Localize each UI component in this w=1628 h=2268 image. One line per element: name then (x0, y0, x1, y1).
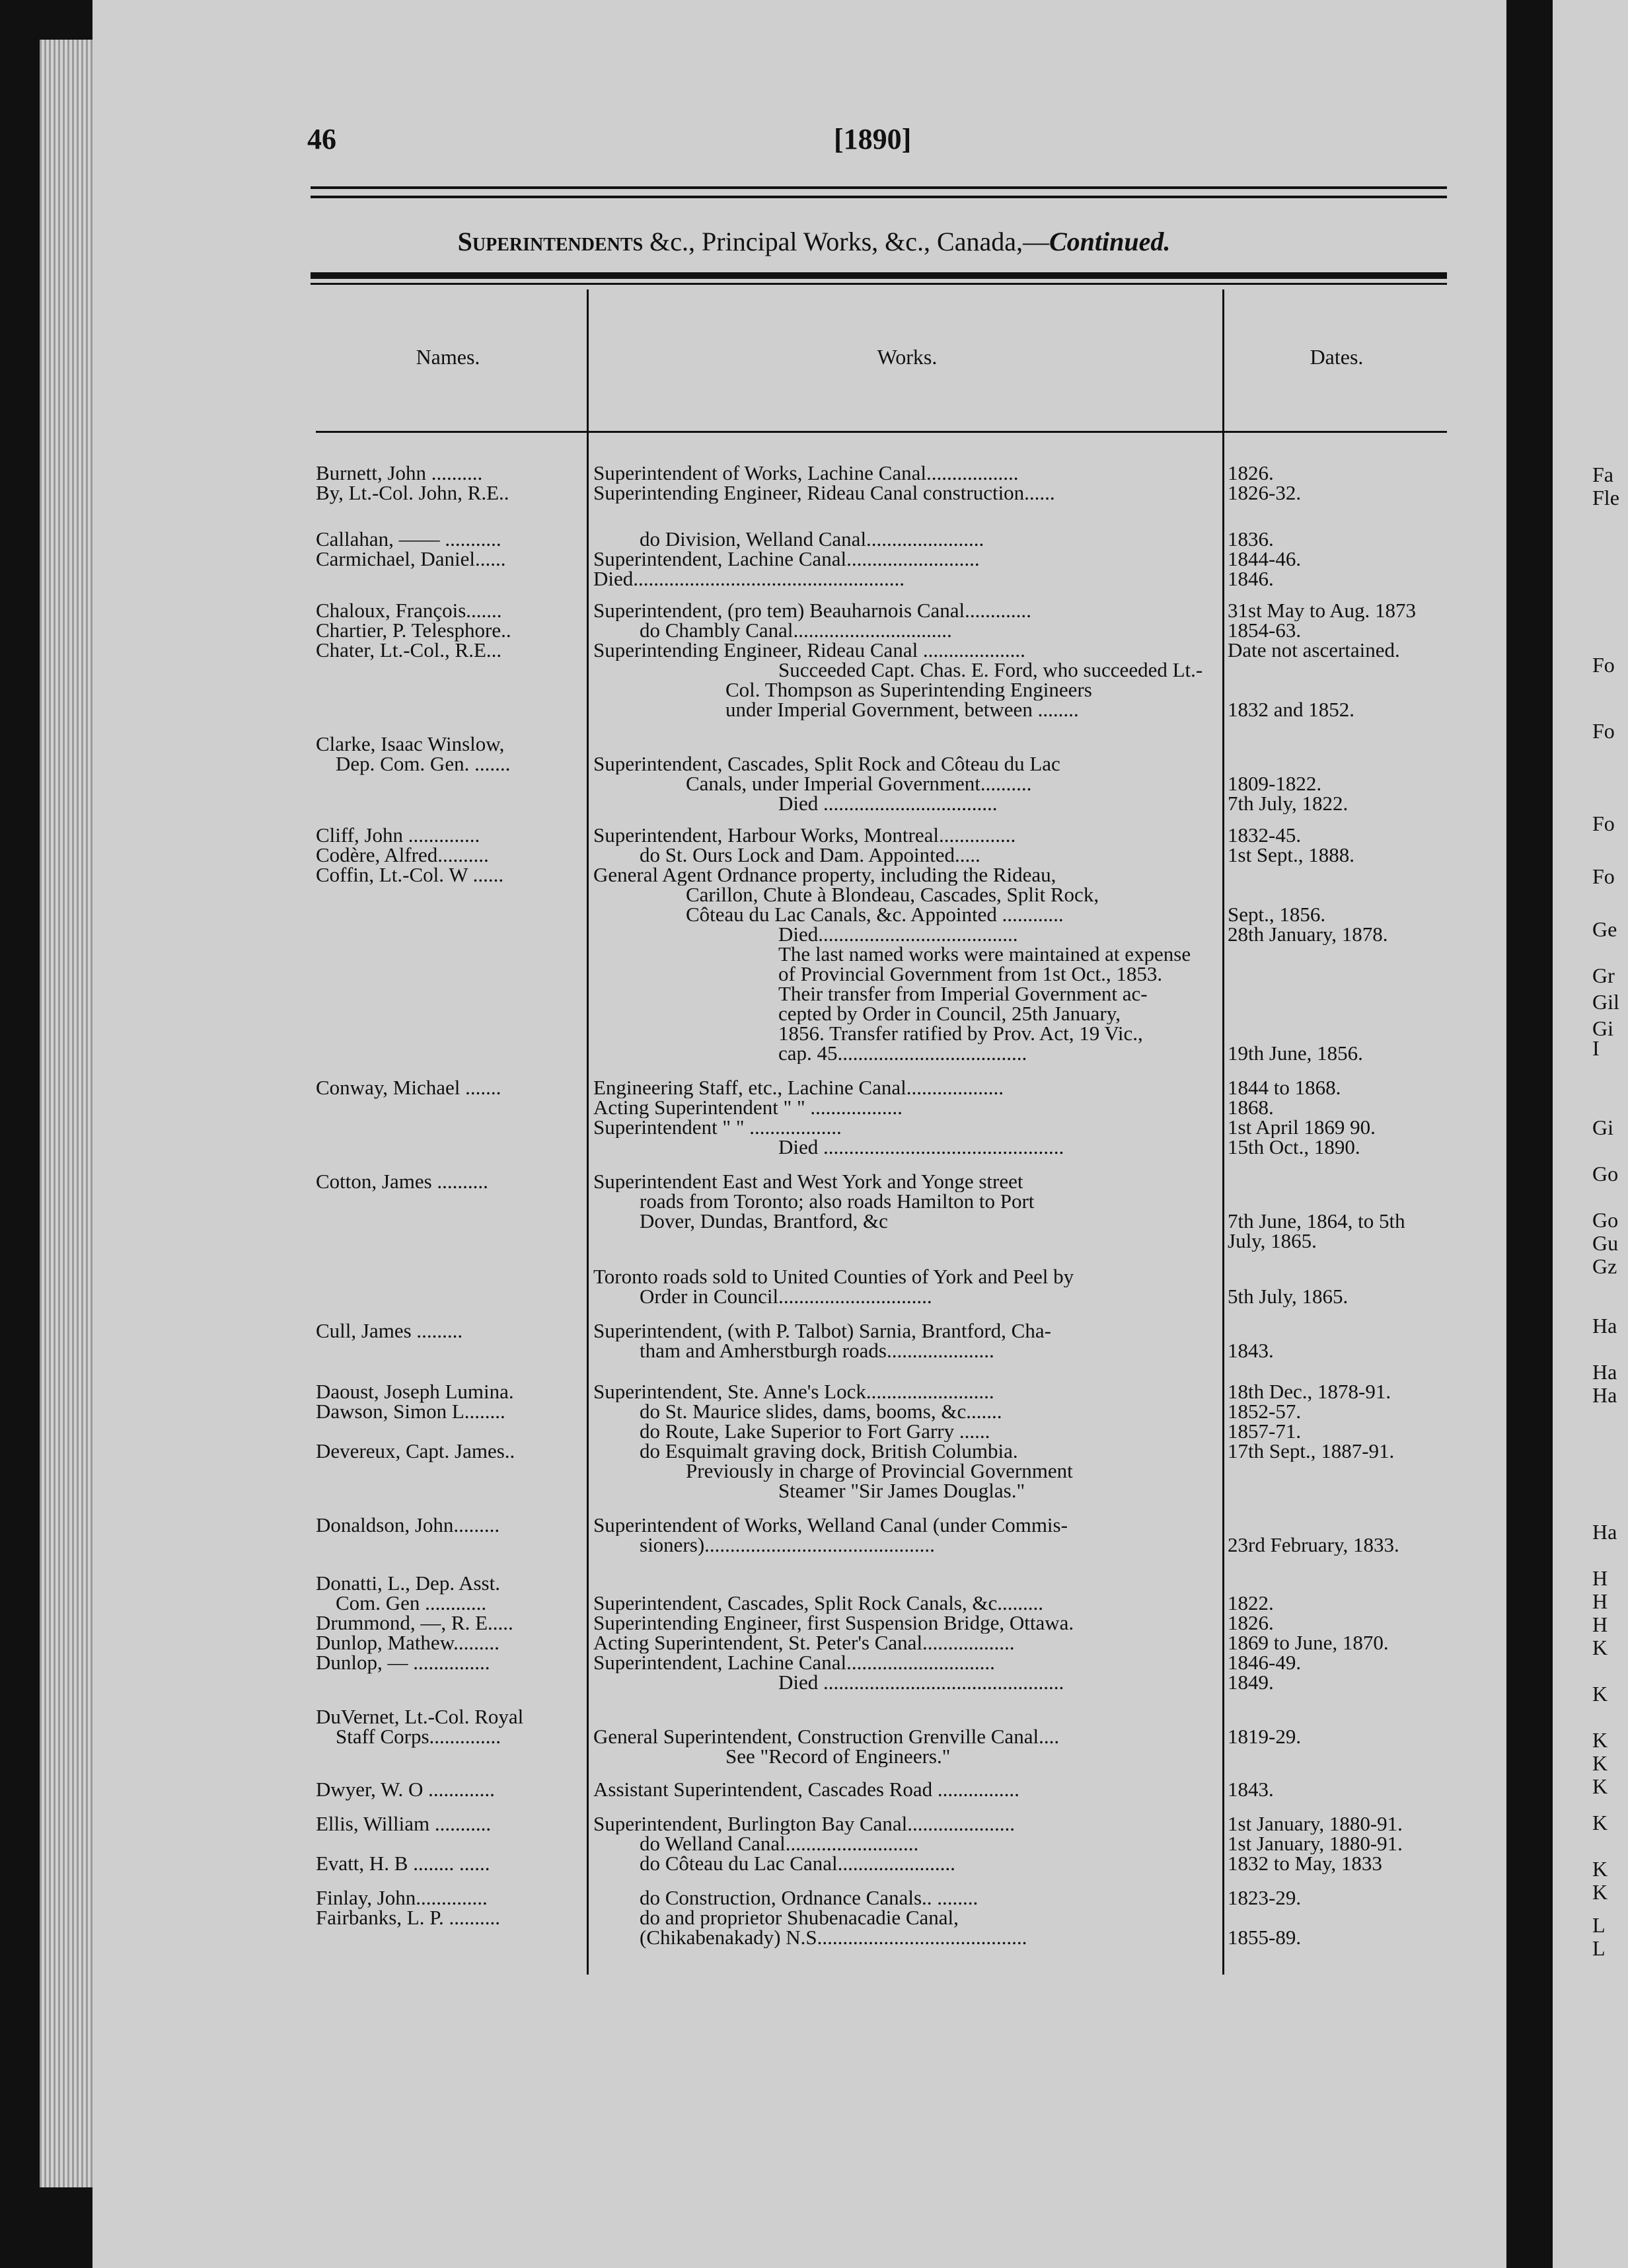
next-page-fragment: K (1592, 1811, 1608, 1834)
entry-work: do and proprietor Shubenacadie Canal, (640, 1907, 959, 1928)
running-title-start: Superintendents (457, 227, 644, 256)
next-page-fragment: Ge (1592, 917, 1617, 941)
entry-work: Côteau du Lac Canals, &c. Appointed ............ (686, 904, 1064, 925)
next-page-fragment: Go (1592, 1208, 1619, 1232)
next-page-fragment: H (1592, 1566, 1608, 1590)
entry-work: Col. Thompson as Superintending Engineers (725, 679, 1092, 700)
entry-date: 1832-45. (1228, 825, 1302, 846)
entry-work: Superintending Engineer, Rideau Canal .................... (593, 640, 1025, 661)
header-double-rule-bottom (311, 196, 1447, 198)
entry-work: do Welland Canal.......................... (640, 1833, 919, 1854)
entry-date: 1849. (1228, 1672, 1274, 1693)
entry-name: Cotton, James .......... (316, 1170, 488, 1193)
entry-work: Died....................................... (778, 924, 1018, 945)
entry-work: do Route, Lake Superior to Fort Garry ...... (640, 1421, 990, 1442)
entry-work: General Superintendent, Construction Grenville Canal.... (593, 1726, 1060, 1747)
entry-name: Cliff, John .............. (316, 823, 480, 847)
next-page-fragment: Gr (1592, 964, 1615, 987)
next-page-fragment: K (1592, 1857, 1608, 1881)
entry-date: 1844 to 1868. (1228, 1077, 1341, 1098)
entry-name: By, Lt.-Col. John, R.E.. (316, 481, 509, 504)
entry-work: Superintendent, Lachine Canal.......................... (593, 548, 980, 570)
entry-work: Superintendent, Burlington Bay Canal..................... (593, 1813, 1016, 1834)
entry-work: Superintendent, (pro tem) Beauharnois Canal............. (593, 600, 1031, 621)
entry-name: Coffin, Lt.-Col. W ...... (316, 863, 504, 886)
entry-work: Superintendent, Harbour Works, Montreal............... (593, 825, 1016, 846)
entry-work: Superintendent of Works, Lachine Canal.................. (593, 463, 1019, 484)
next-page-fragment: Gu (1592, 1231, 1619, 1255)
entry-date: 1826-32. (1228, 482, 1302, 504)
entry-date: 1823-29. (1228, 1887, 1302, 1909)
entry-date: 1844-46. (1228, 548, 1302, 570)
entry-work: do Construction, Ordnance Canals.. ........ (640, 1887, 979, 1909)
entry-work: do Chambly Canal............................... (640, 620, 952, 641)
entry-work: Carillon, Chute à Blondeau, Cascades, Split Rock, (686, 884, 1099, 905)
entry-date: 1822. (1228, 1593, 1274, 1614)
entry-work: of Provincial Government from 1st Oct., 1853. (778, 964, 1163, 985)
entry-name: Evatt, H. B ........ ...... (316, 1852, 490, 1875)
entry-name: Com. Gen ............ (336, 1591, 487, 1614)
next-page-fragment: K (1592, 1880, 1608, 1904)
header-double-rule-top (311, 186, 1447, 189)
next-page-fragment: K (1592, 1774, 1608, 1798)
entry-work: Acting Superintendent, St. Peter's Canal.................. (593, 1632, 1015, 1653)
entry-work: Superintendent, (with P. Talbot) Sarnia, Brantford, Cha- (593, 1320, 1051, 1342)
entry-work: Superintendent, Lachine Canal............................. (593, 1652, 995, 1673)
entry-name: Dunlop, — ............... (316, 1651, 490, 1674)
entry-date: 1857-71. (1228, 1421, 1302, 1442)
entry-work: Superintendent, Cascades, Split Rock and Côteau du Lac (593, 753, 1060, 775)
page-edge-stack (40, 40, 92, 2187)
next-page-fragment: Gi (1592, 1016, 1613, 1040)
next-page-strip (1553, 0, 1628, 2268)
entry-work: 1856. Transfer ratified by Prov. Act, 19 Vic., (778, 1023, 1143, 1044)
entry-date: 1832 to May, 1833 (1228, 1853, 1382, 1874)
entry-work: Died ............................................... (778, 1672, 1064, 1693)
column-divider-names-works (587, 289, 589, 1975)
next-page-fragment: K (1592, 1728, 1608, 1752)
entry-work: do Esquimalt graving dock, British Columbia. (640, 1441, 1018, 1462)
entry-work: do Côteau du Lac Canal....................... (640, 1853, 955, 1874)
entry-name: Donatti, L., Dep. Asst. (316, 1571, 500, 1595)
entry-work: do Division, Welland Canal....................... (640, 529, 984, 550)
entry-work: Acting Superintendent " " .................. (593, 1097, 903, 1118)
next-page-fragment: L (1592, 1936, 1606, 1960)
entry-name: Donaldson, John......... (316, 1513, 500, 1536)
entry-date: 1809-1822. (1228, 773, 1322, 794)
column-header-works: Works. (877, 345, 938, 369)
entry-work: Their transfer from Imperial Government ac- (778, 983, 1148, 1004)
entry-date: 1st April 1869 90. (1228, 1117, 1376, 1138)
entry-work: sioners)............................................. (640, 1534, 935, 1556)
entry-date: 1846-49. (1228, 1652, 1302, 1673)
next-page-fragment: Gil (1592, 990, 1619, 1014)
entry-date: Sept., 1856. (1228, 904, 1326, 925)
entry-date: 1855-89. (1228, 1927, 1302, 1948)
entry-work: Superintending Engineer, Rideau Canal construction...... (593, 482, 1055, 504)
next-page-fragment: Ha (1592, 1314, 1617, 1338)
entry-work: roads from Toronto; also roads Hamilton to Port (640, 1191, 1035, 1212)
next-page-fragment: L (1592, 1913, 1606, 1937)
entry-date: 1852-57. (1228, 1401, 1302, 1422)
entry-name: Clarke, Isaac Winslow, (316, 732, 505, 755)
entry-work: do St. Ours Lock and Dam. Appointed..... (640, 845, 980, 866)
title-thin-rule (311, 283, 1447, 285)
entry-date: 1854-63. (1228, 620, 1302, 641)
title-thick-rule (311, 272, 1447, 279)
entry-work: Steamer "Sir James Douglas." (778, 1480, 1025, 1501)
entry-work: Superintendent, Ste. Anne's Lock......................... (593, 1381, 994, 1402)
next-page-fragment: Fo (1592, 653, 1615, 677)
entry-name: Daoust, Joseph Lumina. (316, 1380, 514, 1403)
entry-work: tham and Amherstburgh roads..................... (640, 1340, 994, 1361)
column-header-rule (316, 431, 1447, 433)
entry-name: Chaloux, François....... (316, 599, 502, 622)
entry-date: 1st Sept., 1888. (1228, 845, 1355, 866)
entry-date: 1836. (1228, 529, 1274, 550)
entry-date: 1846. (1228, 568, 1274, 589)
next-page-fragment: Fo (1592, 719, 1615, 743)
page-number: 46 (307, 123, 336, 155)
entry-work: Died..................................................... (593, 568, 905, 589)
entry-work: Engineering Staff, etc., Lachine Canal................... (593, 1077, 1004, 1098)
entry-date: Date not ascertained. (1228, 640, 1400, 661)
entry-name: Dep. Com. Gen. ....... (336, 752, 511, 775)
entry-name: Devereux, Capt. James.. (316, 1439, 515, 1462)
entry-date: 18th Dec., 1878-91. (1228, 1381, 1391, 1402)
next-page-fragment: H (1592, 1612, 1608, 1636)
next-page-fragment: H (1592, 1589, 1608, 1613)
next-page-fragment: Fa (1592, 463, 1613, 486)
entry-work: do St. Maurice slides, dams, booms, &c....... (640, 1401, 1002, 1422)
running-title-end: Continued. (1049, 227, 1171, 256)
next-page-fragment: Ha (1592, 1360, 1617, 1384)
entry-work: cepted by Order in Council, 25th January, (778, 1003, 1121, 1024)
entry-name: Carmichael, Daniel...... (316, 547, 506, 570)
next-page-fragment: Fle (1592, 486, 1619, 510)
entry-work: The last named works were maintained at expense (778, 944, 1191, 965)
entry-name: Codère, Alfred.......... (316, 843, 489, 866)
entry-date: 7th July, 1822. (1228, 793, 1349, 814)
entry-work: Previously in charge of Provincial Government (686, 1460, 1073, 1482)
column-divider-works-dates (1222, 289, 1224, 1975)
entry-name: Staff Corps.............. (336, 1725, 501, 1748)
entry-date: 1843. (1228, 1340, 1274, 1361)
entry-name: DuVernet, Lt.-Col. Royal (316, 1705, 524, 1728)
entry-work: Succeeded Capt. Chas. E. Ford, who succeeded Lt.- (778, 660, 1203, 681)
entry-name: Cull, James ......... (316, 1319, 463, 1342)
entry-date: 15th Oct., 1890. (1228, 1137, 1360, 1158)
column-header-dates: Dates. (1310, 345, 1364, 369)
next-page-fragment: Fo (1592, 812, 1615, 835)
entry-name: Dawson, Simon L........ (316, 1400, 505, 1423)
entry-date: 7th June, 1864, to 5th (1228, 1211, 1405, 1232)
entry-work: See "Record of Engineers." (725, 1746, 951, 1767)
entry-work: Superintendent East and West York and Yonge street (593, 1171, 1023, 1192)
entry-name: Finlay, John.............. (316, 1886, 488, 1909)
entry-name: Chartier, P. Telesphore.. (316, 619, 511, 642)
column-header-names: Names. (416, 345, 480, 369)
entry-date: 1st January, 1880-91. (1228, 1833, 1403, 1854)
entry-work: Died .................................. (778, 793, 998, 814)
entry-date: 1868. (1228, 1097, 1274, 1118)
entry-date: 19th June, 1856. (1228, 1043, 1363, 1064)
entry-work: Assistant Superintendent, Cascades Road ................ (593, 1779, 1019, 1800)
running-title (0, 226, 1628, 257)
next-page-fragment: Ha (1592, 1520, 1617, 1544)
entry-work: cap. 45..................................... (778, 1043, 1027, 1064)
next-page-fragment: Ha (1592, 1383, 1617, 1407)
next-page-fragment: K (1592, 1636, 1608, 1659)
entry-work: Superintendent " " .................. (593, 1117, 842, 1138)
next-page-fragment: Gi (1592, 1115, 1613, 1139)
page-year: [1890] (834, 123, 912, 155)
entry-date: 1826. (1228, 463, 1274, 484)
next-page-fragment: Fo (1592, 864, 1615, 888)
entry-name: Burnett, John .......... (316, 461, 483, 484)
entry-name: Chater, Lt.-Col., R.E... (316, 638, 502, 662)
entry-date: 28th January, 1878. (1228, 924, 1388, 945)
entry-work: (Chikabenakady) N.S......................................... (640, 1927, 1027, 1948)
entry-date: 1843. (1228, 1779, 1274, 1800)
next-page-fragment: Go (1592, 1162, 1619, 1186)
entry-name: Ellis, William ........... (316, 1812, 492, 1835)
next-page-fragment: Gz (1592, 1254, 1617, 1278)
entry-name: Callahan, —— ........... (316, 527, 501, 550)
entry-work: Superintendent of Works, Welland Canal (under Commis- (593, 1515, 1068, 1536)
entry-work: General Agent Ordnance property, including the Rideau, (593, 864, 1056, 886)
entry-name: Fairbanks, L. P. .......... (316, 1906, 500, 1929)
next-page-fragment: K (1592, 1751, 1608, 1775)
entry-date: 31st May to Aug. 1873 (1228, 600, 1417, 621)
entry-name: Dunlop, Mathew......... (316, 1631, 500, 1654)
entry-work: Died ............................................... (778, 1137, 1064, 1158)
entry-work: Canals, under Imperial Government.......... (686, 773, 1032, 794)
entry-work: Toronto roads sold to United Counties of York and Peel by (593, 1266, 1074, 1287)
entry-work: under Imperial Government, between ........ (725, 699, 1079, 720)
entry-work: Dover, Dundas, Brantford, &c (640, 1211, 888, 1232)
entry-date: 23rd February, 1833. (1228, 1534, 1399, 1556)
entry-date: 1832 and 1852. (1228, 699, 1355, 720)
entry-date: 5th July, 1865. (1228, 1286, 1349, 1307)
next-page-fragment: I (1592, 1036, 1600, 1060)
entry-date: 1819-29. (1228, 1726, 1302, 1747)
entry-work: Superintendent, Cascades, Split Rock Canals, &c......... (593, 1593, 1044, 1614)
entry-work: Order in Council.............................. (640, 1286, 932, 1307)
running-title-middle: &c., Principal Works, &c., Canada,— (643, 227, 1049, 256)
entry-date: 1869 to June, 1870. (1228, 1632, 1389, 1653)
entry-date: 1826. (1228, 1612, 1274, 1634)
entry-date: 17th Sept., 1887-91. (1228, 1441, 1395, 1462)
entry-name: Dwyer, W. O ............. (316, 1778, 495, 1801)
entry-date: 1st January, 1880-91. (1228, 1813, 1403, 1834)
next-page-fragment: K (1592, 1682, 1608, 1706)
entry-name: Drummond, —, R. E..... (316, 1611, 513, 1634)
entry-date: July, 1865. (1228, 1230, 1317, 1252)
entry-name: Conway, Michael ....... (316, 1076, 501, 1099)
entry-work: Superintending Engineer, first Suspension Bridge, Ottawa. (593, 1612, 1074, 1634)
